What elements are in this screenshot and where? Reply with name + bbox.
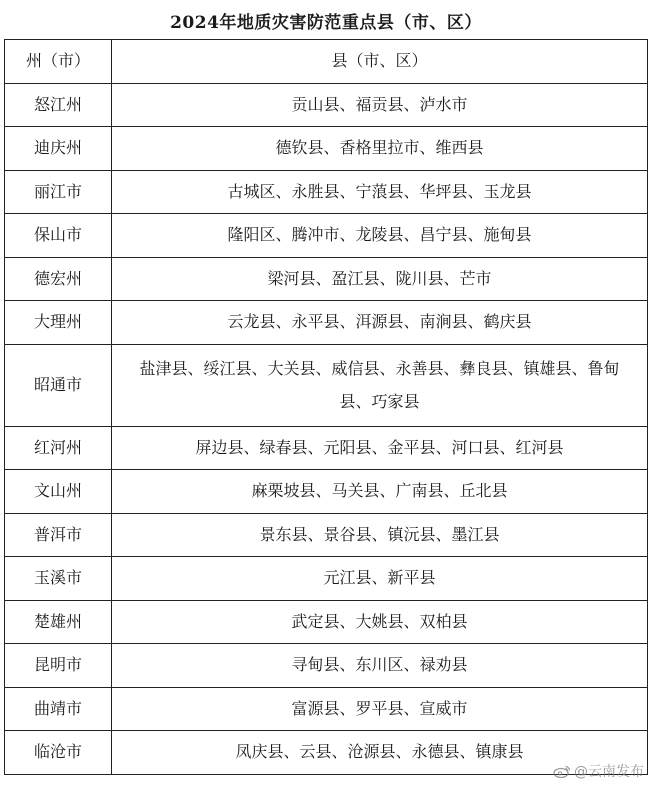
prefecture-cell: 临沧市: [5, 731, 112, 775]
counties-cell: 梁河县、盈江县、陇川县、芒市: [112, 257, 648, 301]
document-title: 2024年地质灾害防范重点县（市、区）: [170, 13, 482, 33]
table-row: [5, 687, 648, 731]
prefecture-cell: 怒江州: [5, 83, 112, 127]
table-row: [5, 344, 648, 426]
prefecture-cell: 大理州: [5, 301, 112, 345]
table-row: [5, 170, 648, 214]
table-row: [5, 127, 648, 171]
prefecture-cell: 德宏州: [5, 257, 112, 301]
table-row: [5, 301, 648, 345]
table-row: [5, 83, 648, 127]
counties-cell: 景东县、景谷县、镇沅县、墨江县: [112, 513, 648, 557]
counties-cell: 凤庆县、云县、沧源县、永德县、镇康县: [112, 731, 648, 775]
table-row: [5, 731, 648, 775]
counties-cell: 贡山县、福贡县、泸水市: [112, 83, 648, 127]
counties-cell: 古城区、永胜县、宁蒗县、华坪县、玉龙县: [112, 170, 648, 214]
prefecture-cell: 保山市: [5, 214, 112, 258]
counties-cell: 武定县、大姚县、双柏县: [112, 600, 648, 644]
counties-cell: 隆阳区、腾冲市、龙陵县、昌宁县、施甸县: [112, 214, 648, 258]
counties-cell: 寻甸县、东川区、禄劝县: [112, 644, 648, 688]
counties-cell: 麻栗坡县、马关县、广南县、丘北县: [112, 470, 648, 514]
table-row: [5, 426, 648, 470]
prefecture-cell: 昆明市: [5, 644, 112, 688]
counties-cell: 云龙县、永平县、洱源县、南涧县、鹤庆县: [112, 301, 648, 345]
counties-cell: 盐津县、绥江县、大关县、威信县、永善县、彝良县、镇雄县、鲁甸县、巧家县: [112, 344, 648, 426]
counties-cell: 富源县、罗平县、宣威市: [112, 687, 648, 731]
prefecture-cell: 红河州: [5, 426, 112, 470]
header-counties: 县（市、区）: [112, 40, 648, 84]
weibo-icon: [553, 764, 571, 778]
prefecture-cell: 玉溪市: [5, 557, 112, 601]
watermark-text: @云南发布: [574, 764, 644, 780]
prefecture-cell: 普洱市: [5, 513, 112, 557]
prefecture-cell: 文山州: [5, 470, 112, 514]
counties-cell: 屏边县、绿春县、元阳县、金平县、河口县、红河县: [112, 426, 648, 470]
counties-cell: 元江县、新平县: [112, 557, 648, 601]
table-row: [5, 470, 648, 514]
table-header-row: [5, 40, 648, 84]
prefecture-cell: 丽江市: [5, 170, 112, 214]
prefecture-cell: 楚雄州: [5, 600, 112, 644]
county-table: [4, 39, 648, 775]
prefecture-cell: 昭通市: [5, 344, 112, 426]
watermark: [553, 761, 644, 781]
table-row: [5, 644, 648, 688]
header-prefecture: 州（市）: [5, 40, 112, 84]
prefecture-cell: 迪庆州: [5, 127, 112, 171]
table-row: [5, 557, 648, 601]
counties-cell: 德钦县、香格里拉市、维西县: [112, 127, 648, 171]
table-row: [5, 513, 648, 557]
table-row: [5, 600, 648, 644]
prefecture-cell: 曲靖市: [5, 687, 112, 731]
table-row: [5, 257, 648, 301]
table-row: [5, 214, 648, 258]
